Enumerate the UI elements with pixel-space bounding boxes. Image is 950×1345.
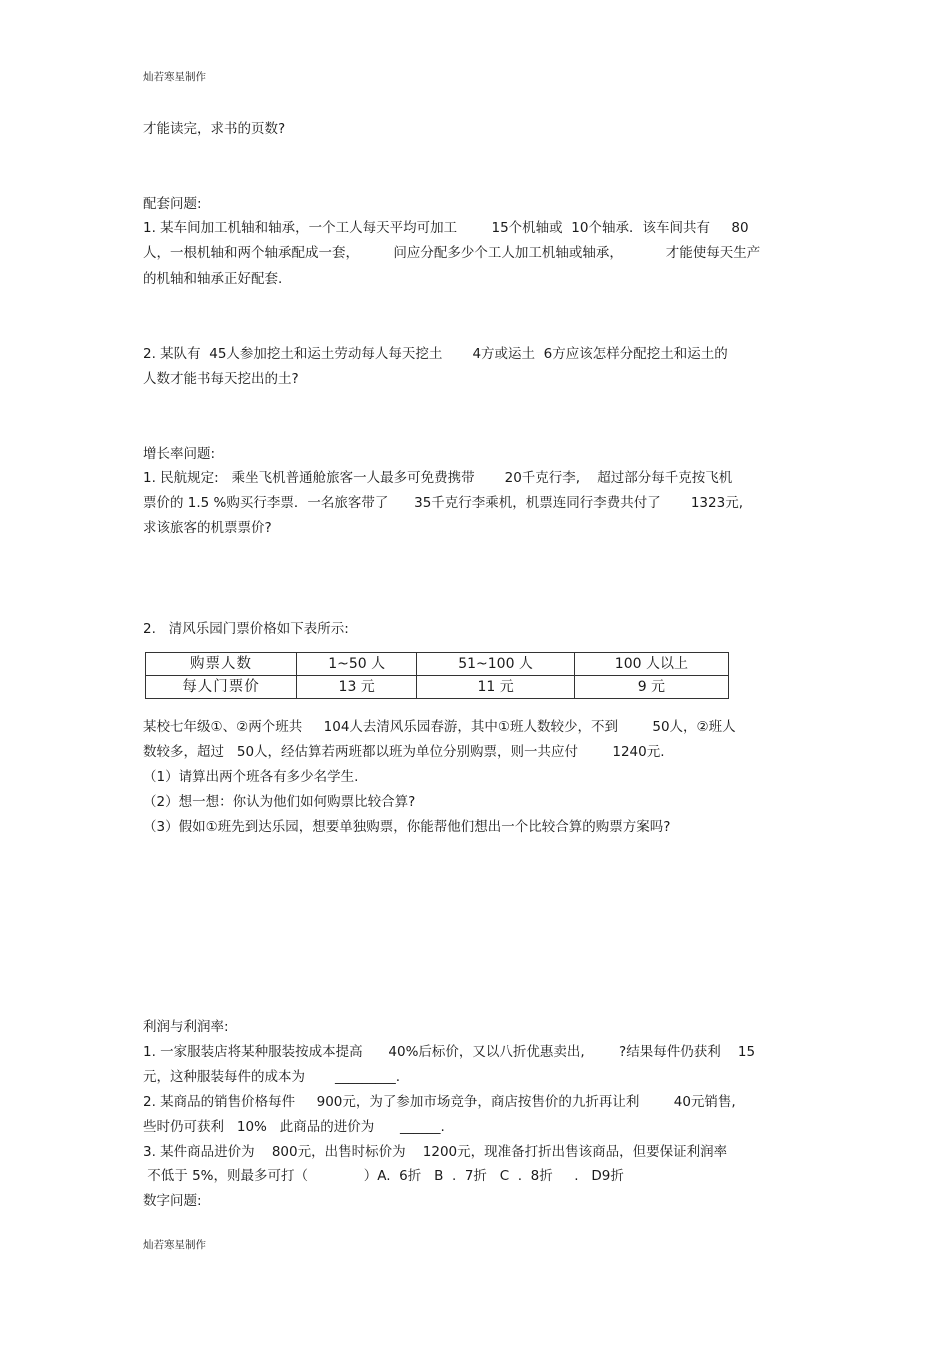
table-cell: 51~100 人 (417, 653, 574, 676)
table-cell: 购票人数 (146, 653, 297, 676)
section-heading: 配套问题: (143, 196, 202, 212)
question-3: （3）假如①班先到达乐园，想要单独购票，你能帮他们想出一个比较合算的购票方案吗? (143, 819, 671, 835)
text-line: 人，一根机轴和两个轴承配成一套， 问应分配多少个工人加工机轴或轴承， 才能使每天生产 (143, 245, 761, 261)
table-cell: 1~50 人 (297, 653, 417, 676)
table-cell: 每人门票价 (146, 676, 297, 699)
ticket-price-table (145, 652, 729, 699)
text-line: 某校七年级①、②两个班共 104人去清风乐园春游，其中①班人数较少，不到 50人，②班人 (143, 719, 736, 735)
section-heading: 增长率问题: (143, 446, 216, 462)
text-line: 求该旅客的机票票价? (143, 520, 272, 536)
text-line: 数较多，超过 50人，经估算若两班都以班为单位分别购票，则一共应付 1240元. (143, 744, 665, 760)
table-cell: 100 人以上 (574, 653, 728, 676)
table-row (146, 653, 729, 676)
section-heading: 数字问题: (143, 1193, 202, 1209)
question-2: （2）想一想：你认为他们如何购票比较合算? (143, 794, 416, 810)
text-line: 不低于 5%，则最多可打（ ）A. 6折 B . 7折 C . 8折 . D9折 (143, 1168, 624, 1184)
text-line: 3. 某件商品进价为 800元，出售时标价为 1200元，现准备打折出售该商品，但要保证利润率 (143, 1144, 728, 1160)
page-header: 灿若寒星制作 (143, 71, 206, 83)
text-line: 些时仍可获利 10% 此商品的进价为 ______. (143, 1119, 445, 1135)
section-heading: 利润与利润率: (143, 1019, 229, 1035)
text-line: 元，这种服装每件的成本为 _________. (143, 1069, 401, 1085)
table-cell: 13 元 (297, 676, 417, 699)
text-line: 2. 某商品的销售价格每件 900元，为了参加市场竞争，商店按售价的九折再让利 40元销售, (143, 1094, 736, 1110)
text-line: 1. 民航规定: 乘坐飞机普通舱旅客一人最多可免费携带 20千克行李, 超过部分每千克按飞机 (143, 470, 733, 486)
text-line: 人数才能书每天挖出的土? (143, 371, 299, 387)
text-line: 2. 清风乐园门票价格如下表所示: (143, 621, 349, 637)
text-line: 1. 一家服装店将某种服装按成本提高 40%后标价，又以八折优惠卖出, ?结果每件仍获利 15 (143, 1044, 756, 1060)
page-footer: 灿若寒星制作 (143, 1239, 206, 1251)
text-line: 2. 某队有 45人参加挖土和运土劳动每人每天挖土 4方或运土 6方应该怎样分配挖土和运土的 (143, 346, 728, 362)
text-line: 票价的 1.5 %购买行李票．一名旅客带了 35千克行李乘机，机票连同行李费共付了 1323元, (143, 495, 743, 511)
text-line: 才能读完，求书的页数? (143, 121, 286, 137)
text-line: 1. 某车间加工机轴和轴承，一个工人每天平均可加工 15个机轴或 10个轴承．该车间共有 80 (143, 220, 749, 236)
text-line: 的机轴和轴承正好配套. (143, 271, 283, 287)
table-cell: 9 元 (574, 676, 728, 699)
question-1: （1）请算出两个班各有多少名学生. (143, 769, 359, 785)
table-cell: 11 元 (417, 676, 574, 699)
table-row (146, 676, 729, 699)
